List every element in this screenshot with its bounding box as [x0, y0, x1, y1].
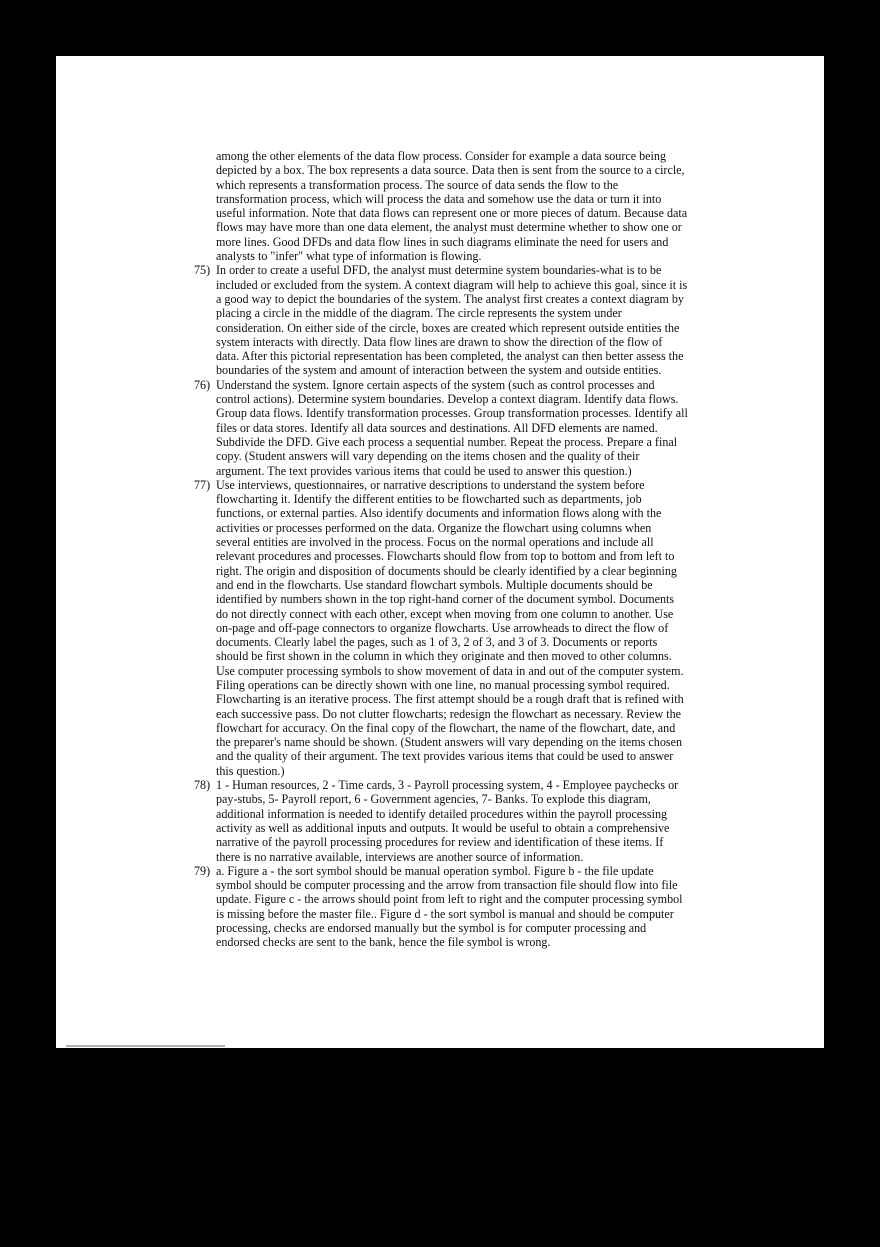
item-text: Use interviews, questionnaires, or narrative descriptions to understand the system before flowcharting it. Identify the different entities to be flowcharted such as departments, job functions, or external parties. Also identify documents and information flows along with the activities or processes performed on the data. Organize the flowchart using columns when several entities are involved in the process. Focus on the normal operations and include all relevant procedures and processes. Flowcharts should flow from top to bottom and from left to right. The origin and disposition of documents should be clearly identified by a clear beginning and end in the flowcharts. Use standard flowchart symbols. Multiple documents should be identified by numbers shown in the top right-hand corner of the document symbol. Documents do not directly connect with each other, except when moving from one column to another. Use on-page and off-page connectors to organize flowcharts. Use arrowheads to direct the flow of documents. Clearly label the pages, such as 1 of 3, 2 of 3, and 3 of 3. Documents or reports should be first shown in the column in which they originate and then moved to other columns. Use computer processing symbols to show movement of data in and out of the computer system. Filing operations can be directly shown with one line, no manual processing symbol required. Flowcharting is an iterative process. The first attempt should be a rough draft that is refined with each successive pass. Do not clutter flowcharts; redesign the flowchart as necessary. Review the flowchart for accuracy. On the final copy of the flowchart, the name of the flowchart, date, and the preparer's name should be shown. (Student answers will vary depending on the items chosen and the quality of their argument. The text provides various items that could be used to answer this question.) — [216, 477, 684, 778]
item-text: 1 - Human resources, 2 - Time cards, 3 - Payroll processing system, 4 - Employee paychecks or pay-stubs, 5- Payroll report, 6 - Government agencies, 7- Banks. To explode this diagram, additional information is needed to identify detailed procedures within the payroll processing activity as well as additional inputs and outputs. It would be useful to obtain a comprehensive narrative of the payroll processing procedures for review and identification of these items. If there is no narrative available, interviews are another source of information. — [216, 778, 679, 864]
item-number: 75) — [194, 263, 211, 278]
item-text: In order to create a useful DFD, the analyst must determine system boundaries-what is to be included or excluded from the system. A context diagram will help to achieve this goal, since it is a good way to depict the boundaries of the system. The analyst first creates a context diagram by placing a circle in the middle of the diagram. The circle represents the system under consideration. On either side of the circle, boxes are created which represent outside entities the system interacts with directly. Data flow lines are drawn to show the direction of the flow of data. After this pictorial representation has been completed, the analyst can then better assess the boundaries of the system and amount of interaction between the system and outside entities. — [216, 263, 688, 378]
item-number: 77) — [194, 477, 211, 492]
answer-item-75 — [194, 263, 688, 377]
answer-text-block — [194, 149, 688, 950]
item-number: 79) — [194, 863, 211, 878]
continuation-text: among the other elements of the data flow process. Consider for example a data source being depicted by a box. The box represents a data source. Data then is sent from the source to a circle, which represents a transformation process. The source of data sends the flow to the transformation process, which will process the data and somehow use the data or turn it into useful information. Note that data flows can represent one or more pieces of datum. Because data flows may have more than one data element, the analyst must determine whether to show one or more lines. Good DFDs and data flow lines in such diagrams eliminate the need for users and analysts to "infer" what type of information is flowing. — [216, 149, 688, 264]
item-text: a. Figure a - the sort symbol should be manual operation symbol. Figure b - the file update symbol should be computer processing and the arrow from transaction file should flow into file update. Figure c - the arrows should point from left to right and the computer processing symbol is missing before the master file.. Figure d - the sort symbol is manual and should be computer processing, checks are endorsed manually but the symbol is for computer processing and endorsed checks are sent to the bank, hence the file symbol is wrong. — [216, 863, 683, 950]
item-number: 76) — [194, 377, 211, 392]
answer-item-78 — [194, 778, 688, 864]
answer-item-77 — [194, 478, 688, 778]
document-page — [56, 56, 824, 1048]
answer-item-79 — [194, 864, 688, 950]
item-text: Understand the system. Ignore certain aspects of the system (such as control processes and control actions). Determine system boundaries. Develop a context diagram. Identify data flows. Group data flows. Identify transformation processes. Group transformation processes. Identify all files or data stores. Identify all data sources and destinations. All DFD elements are named. Subdivide the DFD. Give each process a sequential number. Repeat the process. Prepare a final copy. (Student answers will vary depending on the items chosen and the quality of their argument. The text provides various items that could be used to answer this question.) — [216, 377, 688, 478]
answer-item-76 — [194, 378, 688, 478]
footer-divider — [66, 1045, 225, 1047]
continuation-paragraph — [194, 149, 688, 263]
item-number: 78) — [194, 778, 211, 793]
